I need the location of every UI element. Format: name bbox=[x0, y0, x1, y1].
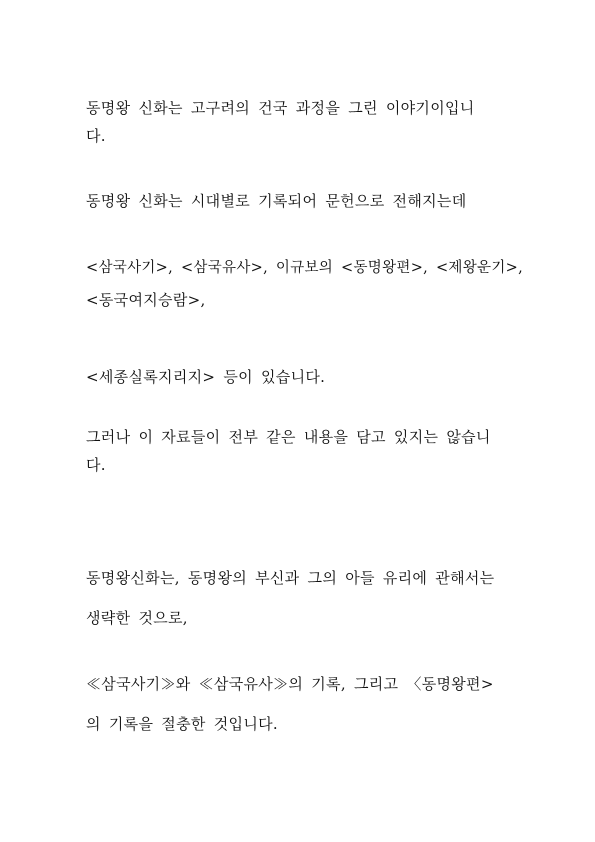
paragraph-2 bbox=[86, 187, 526, 215]
paragraph-3 bbox=[86, 252, 526, 316]
paragraph-line: <세종실록지리지> 등이 있습니다. bbox=[86, 368, 326, 386]
paragraph-5 bbox=[86, 423, 526, 479]
paragraph-line: ≪삼국사기≫와 ≪삼국유사≫의 기록, 그리고 〈동명왕편> bbox=[86, 675, 494, 693]
paragraph-line: 그러나 이 자료들이 전부 같은 내용을 담고 있지는 않습니 bbox=[86, 428, 491, 446]
paragraph-line: 다. bbox=[86, 456, 106, 474]
paragraph-line: 동명왕신화는, 동명왕의 부신과 그의 아들 유리에 관해서는 bbox=[86, 569, 495, 587]
paragraph-line: 동명왕 신화는 고구려의 건국 과정을 그린 이야기이입니 bbox=[86, 99, 475, 117]
paragraph-7 bbox=[86, 664, 526, 744]
paragraph-1 bbox=[86, 94, 526, 150]
paragraph-line: 의 기록을 절충한 것입니다. bbox=[86, 715, 278, 733]
paragraph-line: 동명왕 신화는 시대별로 기록되어 문헌으로 전해지는데 bbox=[86, 192, 467, 210]
paragraph-4 bbox=[86, 363, 526, 391]
paragraph-line: <삼국사기>, <삼국유사>, 이규보의 <동명왕편>, <제왕운기>, bbox=[86, 260, 524, 276]
paragraph-line: 생략한 것으로, bbox=[86, 609, 188, 627]
paragraph-line: <동국여지승람>, bbox=[86, 291, 206, 309]
paragraph-line: 다. bbox=[86, 127, 106, 145]
paragraph-6 bbox=[86, 558, 526, 638]
